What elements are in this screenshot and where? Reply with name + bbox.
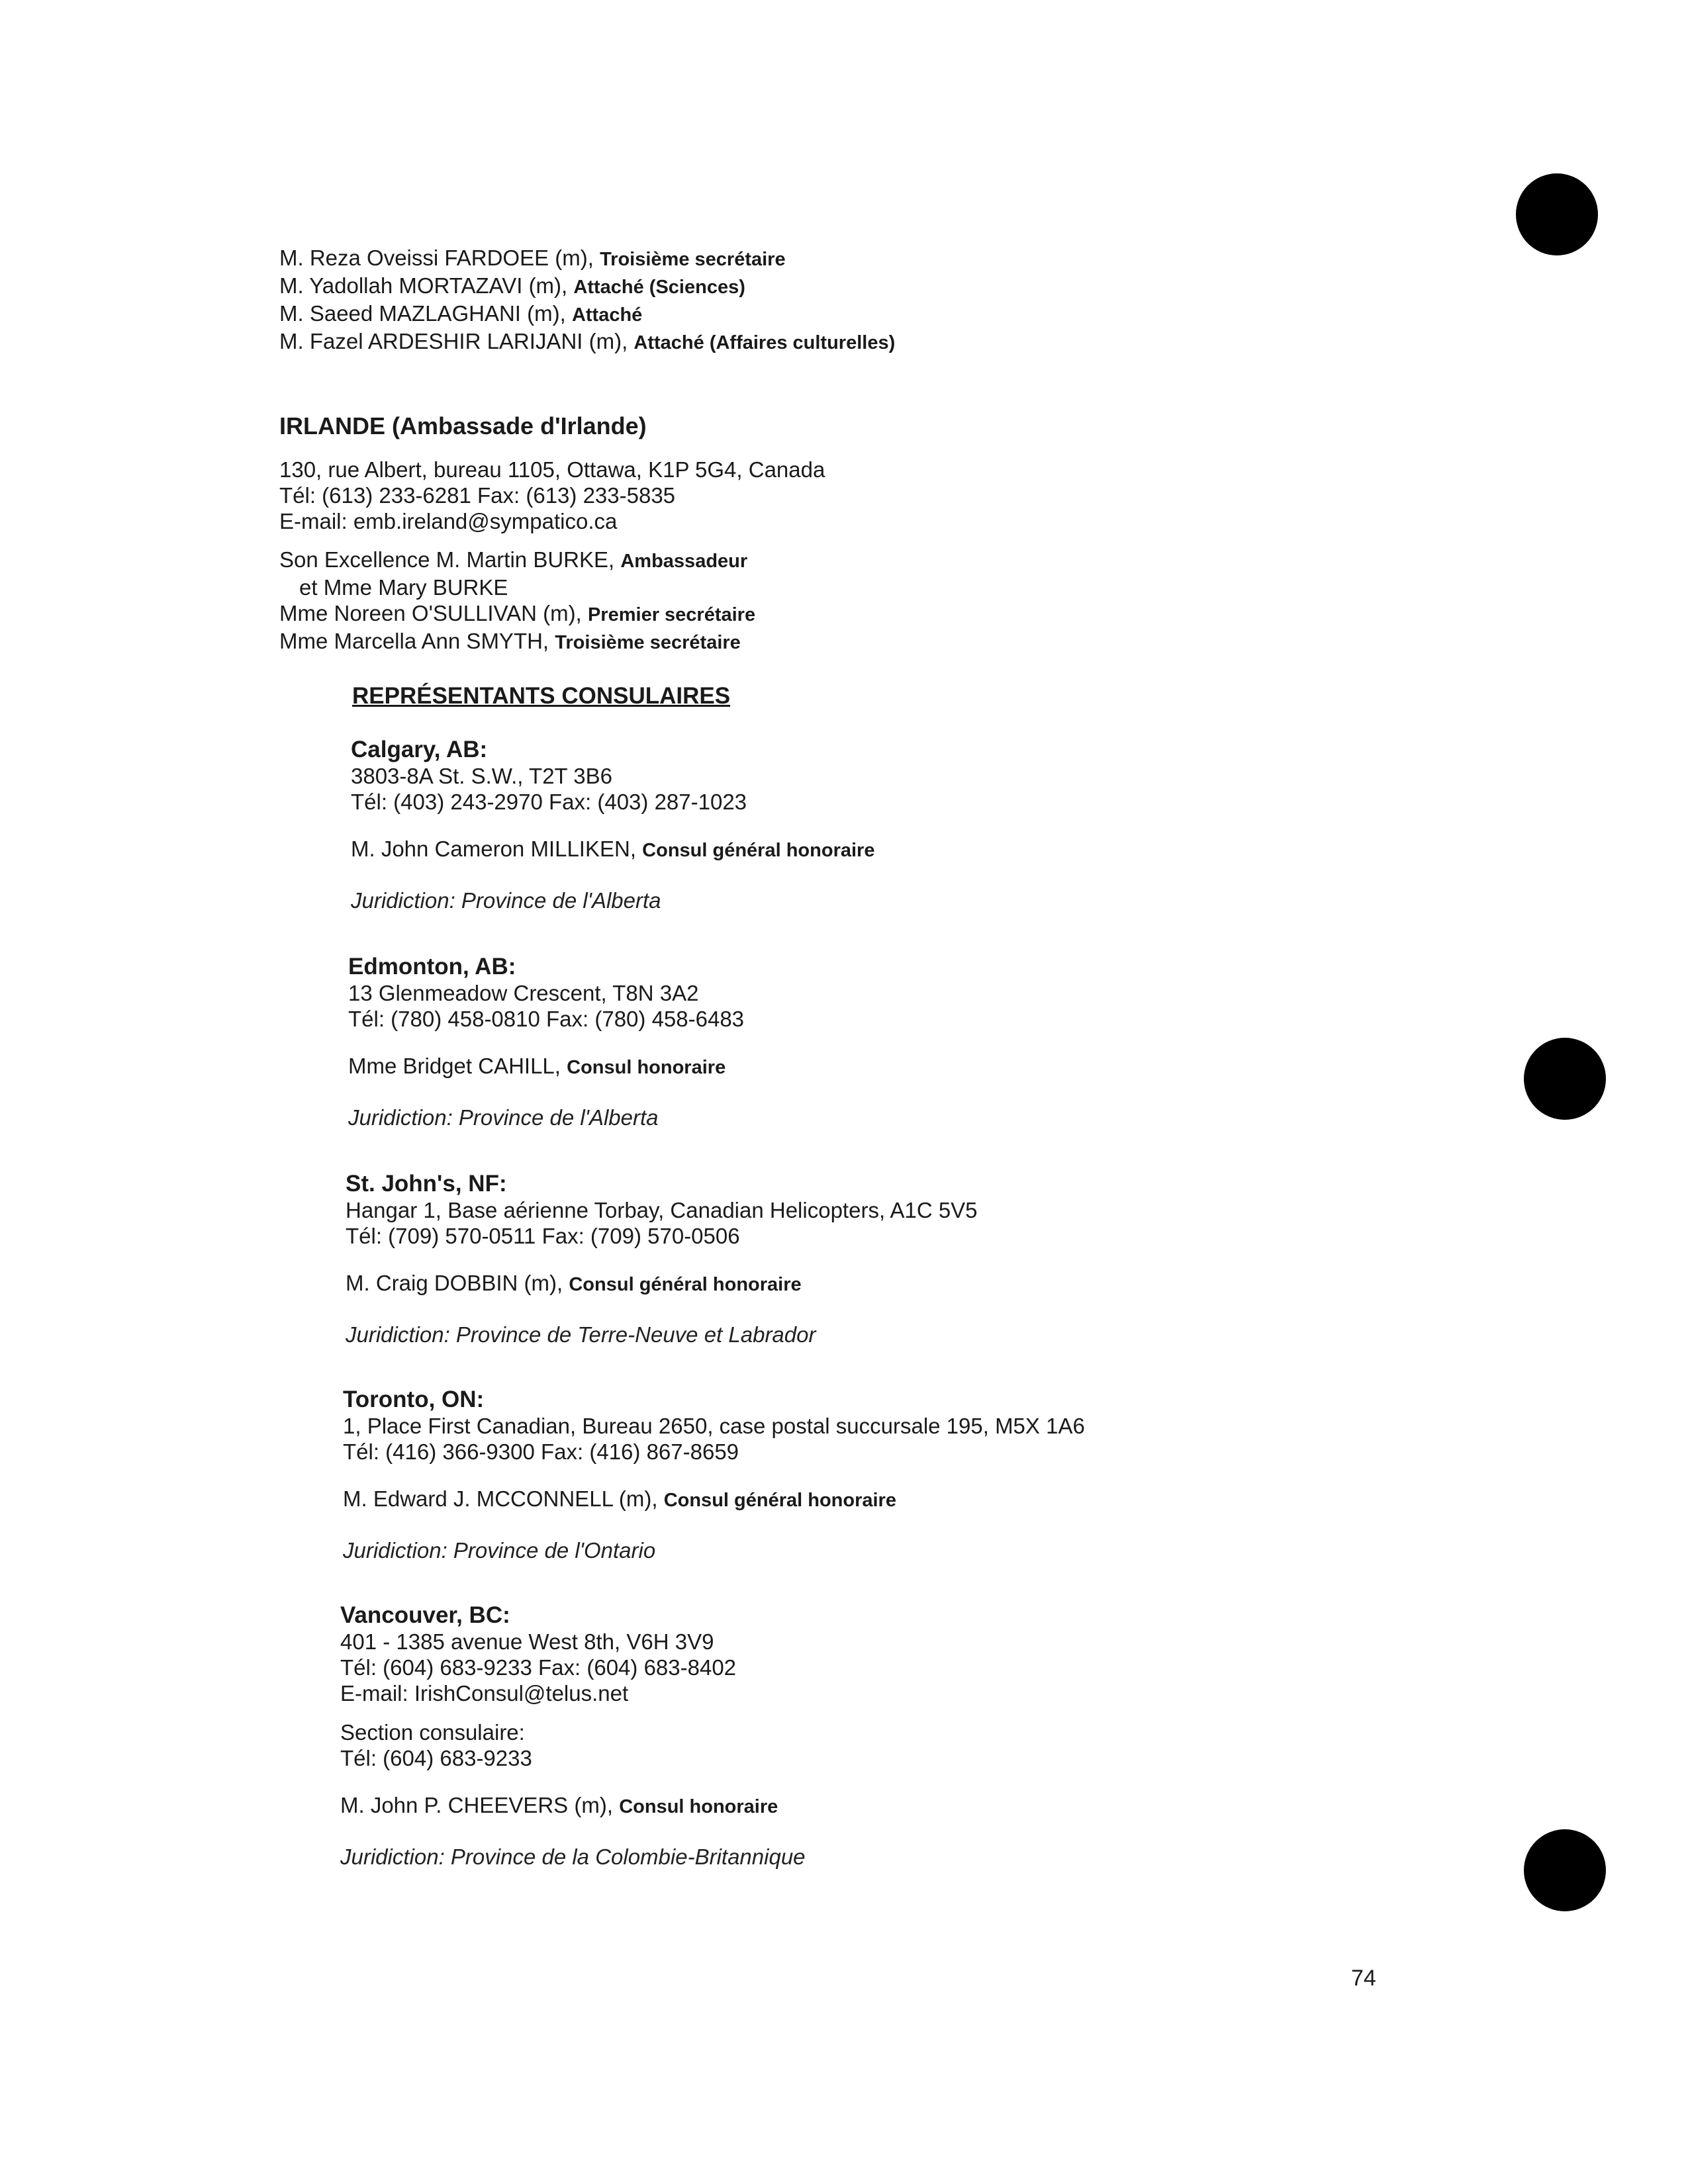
staff-list-continued <box>279 245 895 356</box>
punch-hole-middle <box>1524 1038 1606 1120</box>
section-phone: Tél: (604) 683-9233 <box>340 1746 532 1770</box>
consul-role: Consul honoraire <box>619 1796 778 1817</box>
office-consul <box>348 1053 744 1081</box>
staff-name: M. Fazel ARDESHIR LARIJANI (m), <box>279 329 628 353</box>
consular-office-st-johns <box>346 1170 978 1347</box>
office-consul <box>343 1486 1085 1514</box>
consular-heading: REPRÉSENTANTS CONSULAIRES <box>352 683 731 709</box>
office-email: E-mail: IrishConsul@telus.net <box>340 1681 629 1706</box>
consul-name: Mme Bridget CAHILL, <box>348 1054 561 1078</box>
staff-role: Troisième secrétaire <box>555 632 741 653</box>
punch-hole-bottom <box>1524 1829 1606 1911</box>
staff-role: Premier secrétaire <box>587 604 756 625</box>
office-city: Vancouver, BC: <box>340 1602 510 1628</box>
office-consul <box>351 836 874 864</box>
embassy-address <box>279 457 825 534</box>
office-city: Calgary, AB: <box>351 737 488 762</box>
staff-entry <box>279 600 755 628</box>
consul-role: Consul général honoraire <box>569 1274 802 1295</box>
consular-office-toronto <box>343 1386 1085 1563</box>
staff-entry <box>279 547 755 574</box>
consul-role: Consul général honoraire <box>642 840 875 861</box>
office-jurisdiction: Juridiction: Province de l'Alberta <box>348 1105 659 1130</box>
consular-office-calgary <box>351 736 874 913</box>
office-address: 3803-8A St. S.W., T2T 3B6 <box>351 764 613 788</box>
office-city: Edmonton, AB: <box>348 954 516 979</box>
phone-line: Tél: (613) 233-6281 Fax: (613) 233-5835 <box>279 483 676 508</box>
consular-office-vancouver <box>340 1602 806 1870</box>
consul-role: Consul général honoraire <box>663 1490 896 1511</box>
office-jurisdiction: Juridiction: Province de Terre-Neuve et Labrador <box>346 1322 816 1347</box>
office-phone: Tél: (780) 458-0810 Fax: (780) 458-6483 <box>348 1007 745 1031</box>
office-address: 401 - 1385 avenue West 8th, V6H 3V9 <box>340 1629 714 1654</box>
office-city: St. John's, NF: <box>346 1171 507 1197</box>
email-line: E-mail: emb.ireland@sympatico.ca <box>279 509 618 533</box>
staff-role: Attaché <box>571 304 643 326</box>
consul-name: M. John P. CHEEVERS (m), <box>340 1793 614 1817</box>
page-number: 74 <box>1351 1966 1376 1991</box>
staff-role: Attaché (Sciences) <box>573 277 745 298</box>
staff-entry <box>279 628 755 656</box>
punch-hole-top <box>1516 173 1598 255</box>
office-city: Toronto, ON: <box>343 1387 485 1412</box>
staff-name: M. Reza Oveissi FARDOEE (m), <box>279 246 594 270</box>
staff-entry <box>279 300 895 328</box>
office-jurisdiction: Juridiction: Province de la Colombie-Britannique <box>340 1844 806 1869</box>
staff-name: Mme Noreen O'SULLIVAN (m), <box>279 601 582 625</box>
staff-role: Attaché (Affaires culturelles) <box>633 332 896 353</box>
staff-role: Ambassadeur <box>620 551 748 572</box>
consular-office-edmonton <box>348 953 744 1130</box>
office-address: 13 Glenmeadow Crescent, T8N 3A2 <box>348 981 699 1005</box>
office-consul <box>340 1792 806 1820</box>
staff-name: Son Excellence M. Martin BURKE, <box>279 547 615 572</box>
staff-entry <box>279 328 895 356</box>
office-phone: Tél: (403) 243-2970 Fax: (403) 287-1023 <box>351 790 747 814</box>
staff-entry <box>279 245 895 273</box>
address-line: 130, rue Albert, bureau 1105, Ottawa, K1P 5G4, Canada <box>279 457 825 482</box>
staff-entry <box>279 273 895 300</box>
office-phone: Tél: (709) 570-0511 Fax: (709) 570-0506 <box>346 1224 740 1248</box>
staff-role: Troisième secrétaire <box>600 249 786 270</box>
staff-name: Mme Marcella Ann SMYTH, <box>279 629 549 653</box>
office-address: 1, Place First Canadian, Bureau 2650, case postal succursale 195, M5X 1A6 <box>343 1414 1085 1438</box>
staff-name: et Mme Mary BURKE <box>299 575 508 600</box>
embassy-staff <box>279 547 755 656</box>
office-consul <box>346 1270 978 1298</box>
staff-name: M. Yadollah MORTAZAVI (m), <box>279 273 568 298</box>
consul-role: Consul honoraire <box>567 1057 726 1078</box>
office-jurisdiction: Juridiction: Province de l'Ontario <box>343 1538 656 1563</box>
staff-name: M. Saeed MAZLAGHANI (m), <box>279 301 566 326</box>
section-label: Section consulaire: <box>340 1720 525 1745</box>
office-phone: Tél: (604) 683-9233 Fax: (604) 683-8402 <box>340 1655 737 1680</box>
office-phone: Tél: (416) 366-9300 Fax: (416) 867-8659 <box>343 1439 739 1464</box>
consul-name: M. Edward J. MCCONNELL (m), <box>343 1486 658 1511</box>
consul-name: M. Craig DOBBIN (m), <box>346 1271 563 1295</box>
embassy-heading: IRLANDE (Ambassade d'Irlande) <box>279 412 647 439</box>
staff-entry <box>279 574 755 600</box>
consul-name: M. John Cameron MILLIKEN, <box>351 837 636 861</box>
office-jurisdiction: Juridiction: Province de l'Alberta <box>351 888 661 913</box>
office-address: Hangar 1, Base aérienne Torbay, Canadian Helicopters, A1C 5V5 <box>346 1198 978 1222</box>
